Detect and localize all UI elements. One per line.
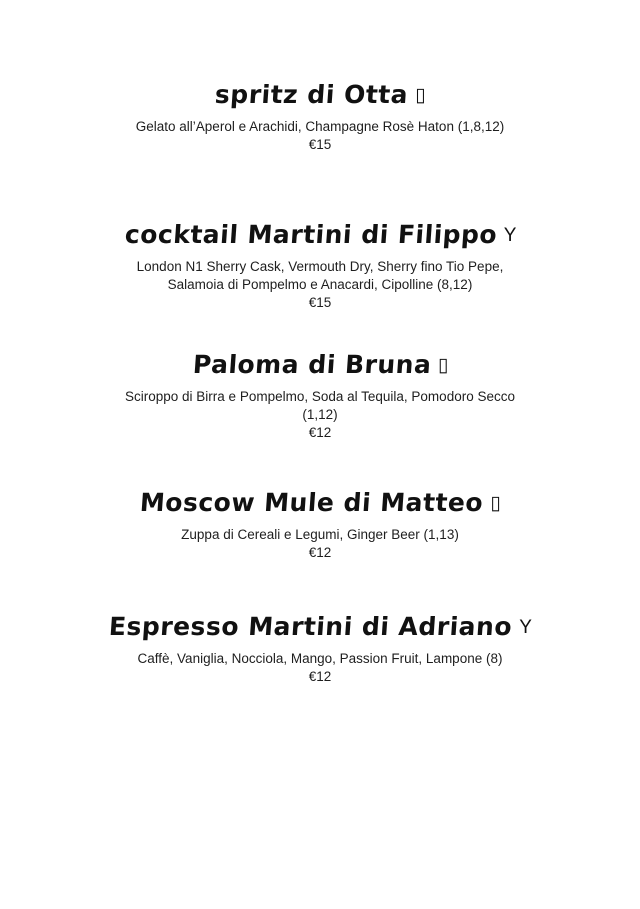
menu-item-price: €15 xyxy=(308,295,332,310)
spacer xyxy=(60,379,580,388)
spacer xyxy=(60,249,580,258)
menu-item-title-row xyxy=(60,350,580,379)
menu-item-title: cocktail Martini di Filippo xyxy=(123,220,498,249)
menu-item-price: €12 xyxy=(308,425,332,440)
menu-item xyxy=(60,612,580,686)
menu-item-price: €12 xyxy=(308,545,332,560)
menu-item-description: Zuppa di Cereali e Legumi, Ginger Beer (1,13) xyxy=(181,527,459,542)
menu-item-title-row xyxy=(60,80,580,109)
spacer xyxy=(60,109,580,118)
menu-item-price: €12 xyxy=(308,669,332,684)
menu-item-price: €15 xyxy=(308,137,332,152)
menu-item-title: Moscow Mule di Matteo xyxy=(139,488,485,517)
menu-item-title-row xyxy=(60,612,580,641)
menu-item xyxy=(60,80,580,154)
menu-item-description: Sciroppo di Birra e Pompelmo, Soda al Tequila, Pomodoro Secco (1,12) xyxy=(125,389,515,422)
menu-item-title: spritz di Otta xyxy=(214,80,410,109)
menu-item-title-row xyxy=(60,220,580,249)
menu-item-description: Caffè, Vaniglia, Nocciola, Mango, Passion Fruit, Lampone (8) xyxy=(137,651,503,666)
spacer xyxy=(60,641,580,650)
menu-item-description: Gelato all’Aperol e Arachidi, Champagne Rosè Haton (1,8,12) xyxy=(135,119,505,134)
menu-item-title-row xyxy=(60,488,580,517)
menu-item-description: London N1 Sherry Cask, Vermouth Dry, Sherry fino Tio Pepe, Salamoia di Pompelmo e Anacardi, Cipolline (8,12) xyxy=(136,259,504,292)
menu-item-title: Paloma di Bruna xyxy=(191,350,432,379)
menu-item xyxy=(60,350,580,442)
spacer xyxy=(60,517,580,526)
menu-item-title: Espresso Martini di Adriano xyxy=(108,612,514,641)
menu-item xyxy=(60,488,580,562)
tumbler-glass-icon: ▯ xyxy=(415,85,426,106)
menu-item xyxy=(60,220,580,312)
martini-glass-icon: Υ xyxy=(519,617,532,638)
martini-glass-icon: Υ xyxy=(503,225,517,246)
tumbler-glass-icon: ▯ xyxy=(437,355,449,376)
tumbler-glass-icon: ▯ xyxy=(490,493,501,514)
